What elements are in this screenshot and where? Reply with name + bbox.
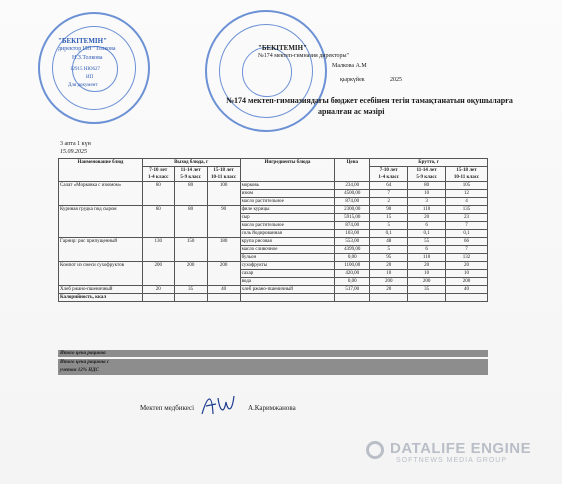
gross-cell: 10 (370, 270, 408, 278)
col-gross-header: Брутто, г (370, 159, 488, 167)
output-cell: 40 (207, 286, 240, 294)
approval-title: "БЕКІТЕМІН" (258, 44, 307, 52)
age-group-header: 11-14 лет 5-9 класс (408, 167, 446, 182)
nurse-label: Мектеп медбикесі (140, 404, 195, 412)
table-row (59, 182, 488, 190)
site-watermark (368, 440, 531, 464)
gross-cell: 0,1 (446, 230, 488, 238)
price-cell: 234,00 (335, 182, 370, 190)
table-row (59, 286, 488, 294)
ingredient-cell: соль йодированная (240, 230, 335, 238)
gross-cell: 55 (408, 238, 446, 246)
gross-cell: 66 (446, 238, 488, 246)
gross-cell: 2 (370, 198, 408, 206)
dish-name-cell: Гарнир: рис припущенный (59, 238, 143, 262)
summary-vat-note: учетом 12% НДС (60, 368, 99, 373)
document-title: №174 мектеп-гимназиядағы бюджет есебінен тегін тамақтанатын оқушыларға (226, 96, 513, 105)
age-group-header: 11-14 лет 5-9 класс (174, 167, 207, 182)
menu-table-body (59, 182, 488, 294)
gross-cell: 5 (370, 246, 408, 254)
output-cell: 130 (142, 238, 174, 262)
output-cell: 80 (174, 182, 207, 206)
left-stamp-role: директор ИП "Толкова (58, 46, 116, 52)
dish-name-cell: Куриная грудка под сыром (59, 206, 143, 238)
gross-cell: 135 (446, 206, 488, 214)
col-dish-header: Наименование блюд (59, 159, 143, 182)
gross-cell: 0,1 (370, 230, 408, 238)
age-group-header: 15-18 лет 10-11 класс (446, 167, 488, 182)
gross-cell: 35 (408, 286, 446, 294)
gross-cell: 7 (446, 246, 488, 254)
ingredient-cell: масло растительное (240, 198, 335, 206)
gross-cell: 110 (408, 254, 446, 262)
output-cell: 90 (207, 206, 240, 238)
price-cell: 420,00 (335, 270, 370, 278)
gross-cell: 20 (408, 262, 446, 270)
gross-cell: 90 (370, 206, 408, 214)
price-cell: 874,00 (335, 222, 370, 230)
approval-month: қыркүйек (340, 77, 365, 83)
ingredient-cell: филе курицы (240, 206, 335, 214)
output-cell: 100 (207, 182, 240, 206)
approval-role: №174 мектеп-гимназия директоры" (258, 53, 349, 59)
gross-cell: 105 (446, 182, 488, 190)
price-cell: 0,00 (335, 254, 370, 262)
gross-cell: 6 (408, 246, 446, 254)
left-stamp-code: 12915 НЮ627 (70, 67, 100, 72)
ingredient-cell: сахар (240, 270, 335, 278)
left-stamp-title: "БЕКІТЕМІН" (58, 37, 107, 45)
gross-cell: 95 (370, 254, 408, 262)
gross-cell: 20 (408, 214, 446, 222)
summary-total-vat: Итого цена рациона с (60, 360, 110, 365)
ingredient-cell: масло растительное (240, 222, 335, 230)
price-cell: 517,00 (335, 286, 370, 294)
col-output-header: Выход блюда, г (142, 159, 240, 167)
calories-row (59, 294, 488, 302)
gross-cell: 10 (408, 190, 446, 198)
left-stamp-name: Н.З.Толкова (72, 55, 103, 61)
left-stamp-docs: Для документ (68, 83, 98, 88)
gross-cell: 15 (370, 214, 408, 222)
watermark-logo-icon (366, 441, 384, 459)
ingredient-cell: бульон (240, 254, 335, 262)
gross-cell: 200 (408, 278, 446, 286)
ingredient-cell: морковь (240, 182, 335, 190)
document-subtitle: арналған ас мәзірі (318, 107, 385, 116)
gross-cell: 7 (446, 222, 488, 230)
dish-name-cell: Хлеб ржано-пшеничный (59, 286, 143, 294)
output-cell: 80 (174, 206, 207, 238)
dish-name-cell: Компот из смеси сухофруктов (59, 262, 143, 286)
director-name: Малкова А.М (332, 63, 367, 69)
gross-cell: 23 (446, 214, 488, 222)
gross-cell: 7 (370, 190, 408, 198)
gross-cell: 200 (370, 278, 408, 286)
table-row (59, 262, 488, 270)
gross-cell: 10 (408, 270, 446, 278)
output-cell: 20 (142, 286, 174, 294)
summary-total: Итого цена рациона (60, 351, 106, 356)
calories-label: Калорийность, ккал (59, 294, 143, 302)
age-group-header: 7-10 лет 1-4 класс (142, 167, 174, 182)
approval-year: 2025 (390, 77, 402, 83)
col-price-header: Цена (335, 159, 370, 182)
gross-cell: 64 (370, 182, 408, 190)
table-row (59, 238, 488, 246)
gross-cell: 48 (370, 238, 408, 246)
gross-cell: 40 (446, 286, 488, 294)
ingredient-cell: крупа рисовая (240, 238, 335, 246)
gross-cell: 110 (408, 206, 446, 214)
col-ingredients-header: Ингредиенты блюда (240, 159, 335, 182)
output-cell: 200 (207, 262, 240, 286)
price-cell: 4399,00 (335, 246, 370, 254)
price-cell: 553,00 (335, 238, 370, 246)
price-cell: 2300,00 (335, 206, 370, 214)
gross-cell: 20 (446, 262, 488, 270)
gross-cell: 5 (370, 222, 408, 230)
gross-cell: 200 (446, 278, 488, 286)
week-day-label: 3 апта 1 күн (60, 141, 91, 147)
nurse-signature (198, 392, 238, 418)
table-row (59, 206, 488, 214)
gross-cell: 20 (370, 286, 408, 294)
output-cell: 200 (174, 262, 207, 286)
gross-cell: 20 (370, 262, 408, 270)
ingredient-cell: масло сливочное (240, 246, 335, 254)
summary-bar (58, 359, 488, 375)
output-cell: 35 (174, 286, 207, 294)
price-cell: 0,00 (335, 278, 370, 286)
left-stamp-ip: ИП (86, 75, 94, 80)
menu-table (58, 158, 488, 302)
gross-cell: 4 (446, 198, 488, 206)
age-group-header: 7-10 лет 1-4 класс (370, 167, 408, 182)
gross-cell: 12 (446, 190, 488, 198)
price-cell: 103,00 (335, 230, 370, 238)
output-cell: 150 (174, 238, 207, 262)
watermark-title: DATALIFE ENGINE (390, 440, 532, 457)
ingredient-cell: хлеб ржано-пшеничный (240, 286, 335, 294)
ingredient-cell: вода (240, 278, 335, 286)
output-cell: 180 (207, 238, 240, 262)
age-group-header: 15-18 лет 10-11 класс (207, 167, 240, 182)
ingredient-cell: сыр (240, 214, 335, 222)
right-seal-stamp (205, 10, 327, 132)
menu-date: 15.09.2025 (60, 149, 87, 155)
ingredient-cell: изюм (240, 190, 335, 198)
gross-cell: 132 (446, 254, 488, 262)
price-cell: 5915,00 (335, 214, 370, 222)
gross-cell: 6 (408, 222, 446, 230)
dish-name-cell: Салат «Морковка с изюмом» (59, 182, 143, 206)
nurse-name: А.Каримжанова (248, 404, 296, 412)
gross-cell: 0,1 (408, 230, 446, 238)
watermark-subtitle: SOFTNEWS MEDIA GROUP (396, 457, 508, 464)
gross-cell: 3 (408, 198, 446, 206)
gross-cell: 10 (446, 270, 488, 278)
output-cell: 60 (142, 182, 174, 206)
output-cell: 200 (142, 262, 174, 286)
summary-bar (58, 350, 488, 357)
ingredient-cell: сухофрукты (240, 262, 335, 270)
price-cell: 1100,00 (335, 262, 370, 270)
gross-cell: 80 (408, 182, 446, 190)
output-cell: 60 (142, 206, 174, 238)
price-cell: 874,00 (335, 198, 370, 206)
price-cell: 4500,00 (335, 190, 370, 198)
